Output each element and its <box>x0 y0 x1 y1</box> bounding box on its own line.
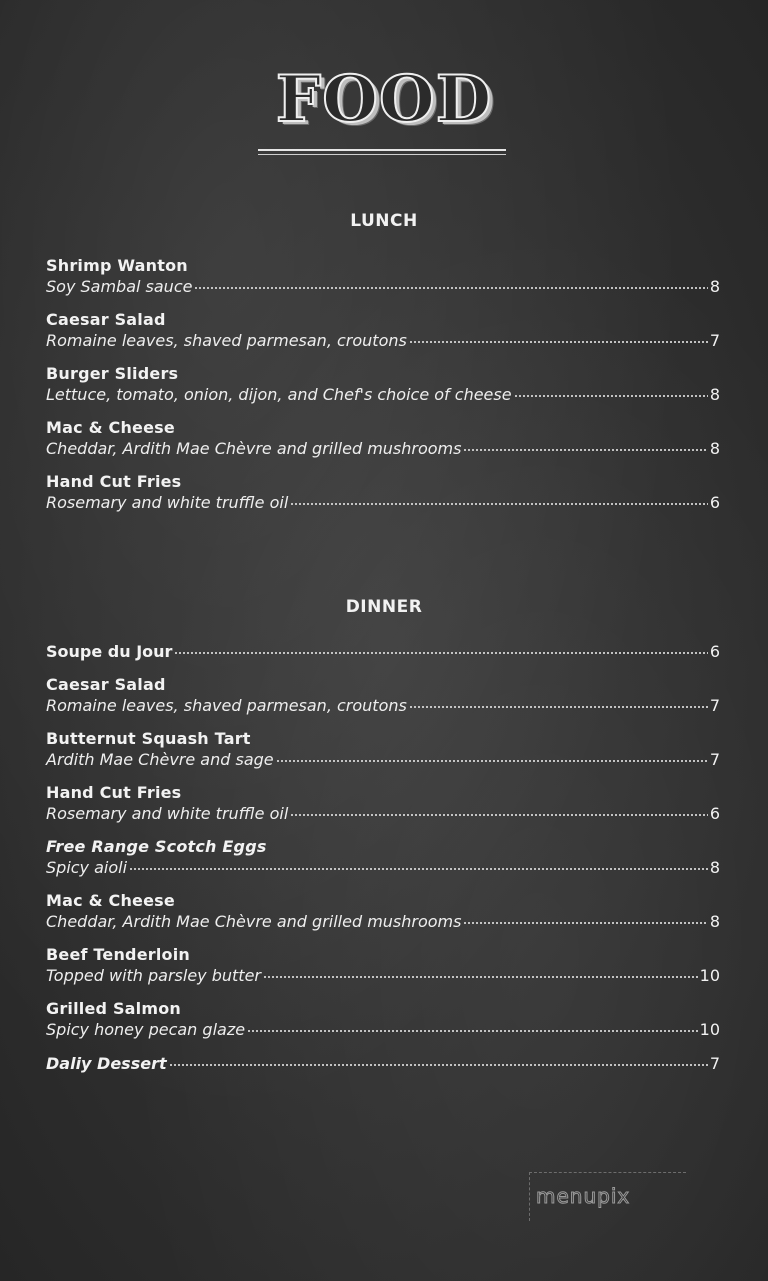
menupix-watermark <box>529 1172 686 1221</box>
menu-item <box>46 837 720 879</box>
item-description: Romaine leaves, shaved parmesan, croutons <box>46 331 407 350</box>
dot-leader <box>129 868 708 870</box>
item-price: 8 <box>709 439 720 458</box>
menu-item <box>46 1053 720 1075</box>
item-description: Cheddar, Ardith Mae Chèvre and grilled mushrooms <box>46 912 462 931</box>
menu-item <box>46 891 720 933</box>
dot-leader <box>463 922 707 924</box>
dot-leader <box>290 503 708 505</box>
section-heading-dinner: DINNER <box>345 597 423 617</box>
menu-item <box>46 729 720 771</box>
item-description: Spicy aioli <box>46 858 128 877</box>
item-price: 7 <box>709 1054 720 1073</box>
item-price: 7 <box>709 331 720 350</box>
item-price: 8 <box>709 277 720 296</box>
item-description: Rosemary and white truffle oil <box>46 804 289 823</box>
title-underline-thin <box>258 154 506 155</box>
dot-leader <box>409 706 708 708</box>
watermark-text: menupix <box>536 1184 631 1208</box>
title-underline <box>258 149 506 151</box>
menu-item <box>46 364 720 406</box>
item-description: Topped with parsley butter <box>46 966 261 985</box>
item-price: 10 <box>699 966 720 985</box>
menu-item <box>46 675 720 717</box>
item-description: Rosemary and white truffle oil <box>46 493 289 512</box>
item-description: Cheddar, Ardith Mae Chèvre and grilled mushrooms <box>46 439 462 458</box>
dot-leader <box>409 341 708 343</box>
item-name: Caesar Salad <box>46 310 166 329</box>
dinner-menu <box>46 641 720 1087</box>
menu-item <box>46 256 720 298</box>
dot-leader <box>463 449 707 451</box>
item-description: Ardith Mae Chèvre and sage <box>46 750 274 769</box>
item-price: 8 <box>709 912 720 931</box>
item-price: 6 <box>709 804 720 823</box>
item-name: Beef Tenderloin <box>46 945 191 964</box>
dot-leader <box>194 287 707 289</box>
item-price: 10 <box>699 1020 720 1039</box>
dot-leader <box>247 1030 698 1032</box>
dot-leader <box>290 814 708 816</box>
title-block <box>0 62 768 137</box>
item-price: 6 <box>709 493 720 512</box>
dot-leader <box>169 1064 708 1066</box>
item-price: 7 <box>709 696 720 715</box>
dot-leader <box>276 760 708 762</box>
item-description: Romaine leaves, shaved parmesan, croutons <box>46 696 407 715</box>
item-name: Shrimp Wanton <box>46 256 188 275</box>
item-name: Caesar Salad <box>46 675 166 694</box>
lunch-menu <box>46 256 720 526</box>
menu-item <box>46 783 720 825</box>
dot-leader <box>514 395 708 397</box>
item-description: Lettuce, tomato, onion, dijon, and Chef's choice of cheese <box>46 385 512 404</box>
dot-leader <box>263 976 698 978</box>
menu-item <box>46 641 720 663</box>
item-name: Hand Cut Fries <box>46 783 182 802</box>
item-name: Hand Cut Fries <box>46 472 182 491</box>
item-price: 7 <box>709 750 720 769</box>
menu-item <box>46 418 720 460</box>
item-name: Free Range Scotch Eggs <box>46 837 267 856</box>
item-price: 6 <box>709 642 720 661</box>
menu-item <box>46 472 720 514</box>
item-name: Butternut Squash Tart <box>46 729 251 748</box>
item-price: 8 <box>709 858 720 877</box>
item-name: Soupe du Jour <box>46 642 173 661</box>
item-description: Soy Sambal sauce <box>46 277 193 296</box>
menu-item <box>46 945 720 987</box>
item-description: Spicy honey pecan glaze <box>46 1020 246 1039</box>
dot-leader <box>174 652 707 654</box>
section-heading-lunch: LUNCH <box>350 211 418 231</box>
item-name: Mac & Cheese <box>46 418 175 437</box>
menu-item <box>46 310 720 352</box>
item-name: Daliy Dessert <box>46 1054 167 1073</box>
item-name: Grilled Salmon <box>46 999 182 1018</box>
menu-item <box>46 999 720 1041</box>
item-name: Burger Sliders <box>46 364 179 383</box>
item-price: 8 <box>709 385 720 404</box>
page-title: FOOD <box>275 62 493 137</box>
item-name: Mac & Cheese <box>46 891 175 910</box>
